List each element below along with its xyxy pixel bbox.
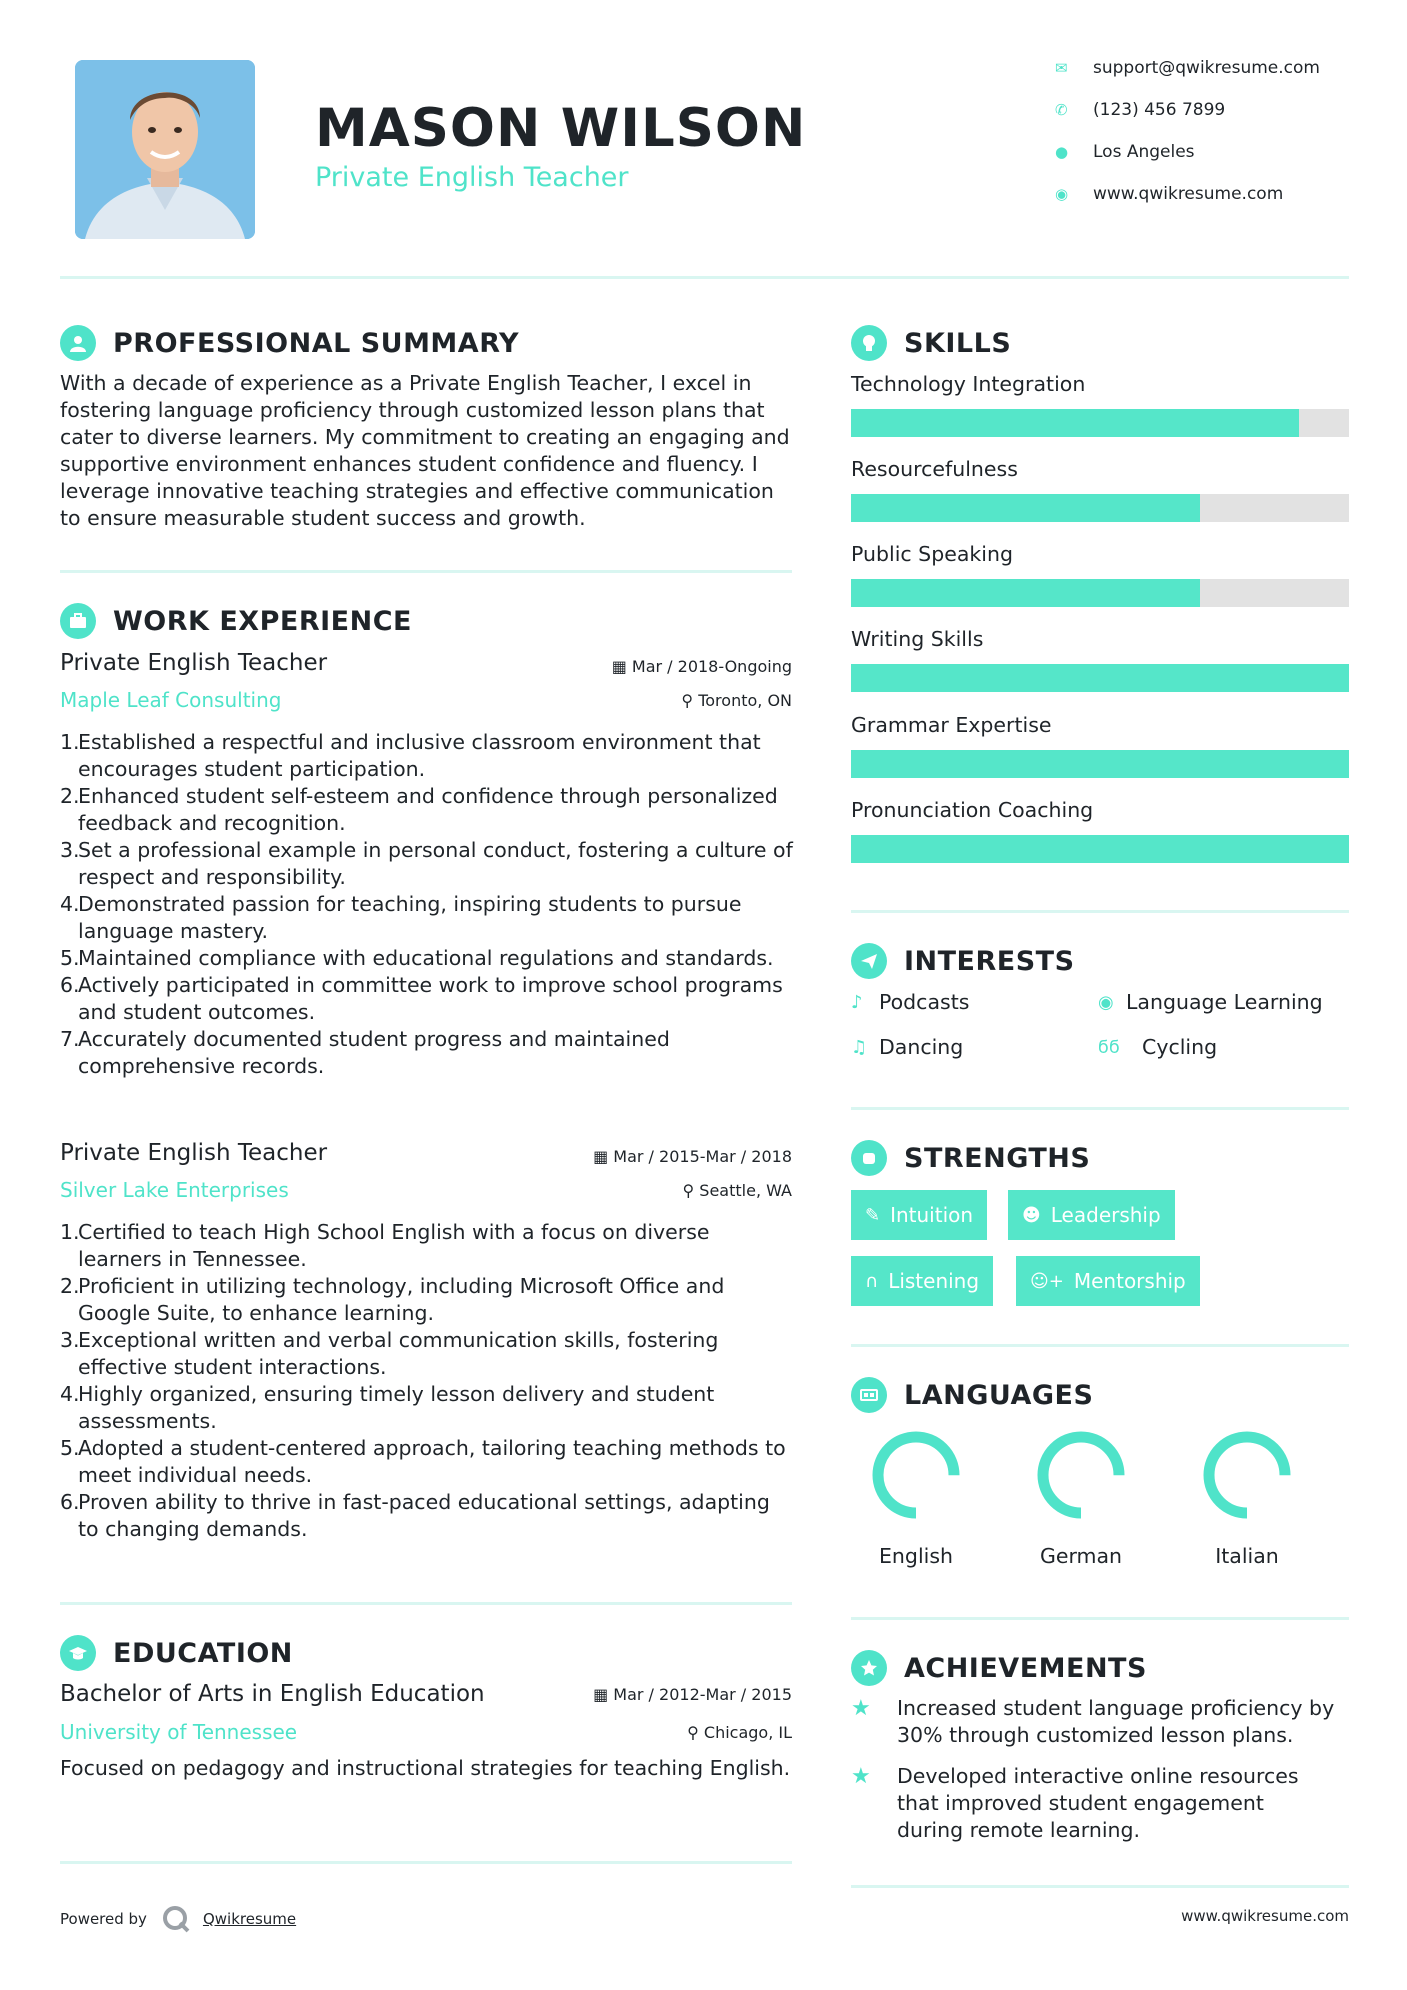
list-item: 2. Enhanced student self-esteem and confidence through personalized feedback and recognition.	[60, 784, 778, 835]
skill-bar	[851, 664, 1349, 692]
languages-divider	[851, 1617, 1349, 1620]
globe-icon: ◉	[1055, 185, 1069, 203]
summary-text: With a decade of experience as a Private English Teacher, I excel in fostering language proficiency through customized lesson plans that cater to diverse learners. My commitment to creating an engaging and supportive environment enhances student confidence and fluency. I leverage innovative teaching strategies and effective communication to ensure measurable student success and growth.	[60, 371, 790, 530]
skills-title: SKILLS	[904, 327, 1012, 359]
qwikresume-logo-icon	[161, 1904, 191, 1934]
headphones-icon: ∩	[865, 1270, 879, 1292]
calendar-icon: ▦	[593, 1685, 614, 1704]
interests-divider	[851, 1107, 1349, 1110]
job-title: Private English Teacher	[60, 1140, 328, 1166]
list-item: 5. Maintained compliance with educational regulations and standards.	[60, 946, 774, 970]
skill-bar-fill	[851, 835, 1349, 863]
language-ring	[1197, 1425, 1297, 1525]
contact-phone[interactable]	[1055, 100, 1225, 120]
language-ring	[866, 1425, 966, 1525]
achievements-heading	[851, 1650, 1147, 1686]
contact-location-text: Los Angeles	[1093, 142, 1195, 162]
skill-bar-fill	[851, 750, 1349, 778]
list-item: 4. Highly organized, ensuring timely lesson delivery and student assessments.	[60, 1382, 715, 1433]
strengths-divider	[851, 1344, 1349, 1347]
header-divider	[60, 276, 1349, 279]
school-name: University of Tennessee	[60, 1720, 298, 1744]
contact-email-text: support@qwikresume.com	[1093, 58, 1320, 78]
user-plus-icon: ☺+	[1030, 1270, 1064, 1292]
job-dates: ▦ Mar / 2018-Ongoing	[611, 657, 792, 676]
contact-location	[1055, 142, 1195, 162]
skill-bar	[851, 750, 1349, 778]
list-item: 1. Established a respectful and inclusive classroom environment that encourages student participation.	[60, 730, 761, 781]
candidate-name: MASON WILSON	[315, 98, 807, 159]
qwikresume-link[interactable]: Qwikresume	[202, 1910, 297, 1928]
job-company: Silver Lake Enterprises	[60, 1178, 289, 1202]
strength-chip: ✎ Intuition	[851, 1190, 987, 1240]
list-item: 7. Accurately documented student progress and maintained comprehensive records.	[60, 1027, 670, 1078]
summary-heading	[60, 325, 519, 361]
education-heading	[60, 1635, 293, 1671]
interests-title: INTERESTS	[904, 945, 1075, 977]
language-label: Italian	[1215, 1544, 1279, 1568]
job-location: ⚲ Seattle, WA	[682, 1181, 792, 1200]
list-item: 1. Certified to teach High School English with a focus on diverse learners in Tennessee.	[60, 1220, 710, 1271]
achievement-item: ★ Increased student language proficiency by 30% through customized lesson plans.	[851, 1696, 1335, 1747]
list-item: 6. Actively participated in committee work to improve school programs and student outcomes.	[60, 973, 783, 1024]
footer-url[interactable]: www.qwikresume.com	[1181, 1907, 1349, 1925]
job-title: Private English Teacher	[60, 650, 328, 676]
work-divider	[60, 1602, 792, 1605]
education-divider	[60, 1861, 792, 1864]
skill-bar-fill	[851, 409, 1299, 437]
pin-icon: ⚲	[681, 691, 699, 710]
music-note-icon: ♫	[851, 1036, 868, 1058]
list-item: 2. Proficient in utilizing technology, including Microsoft Office and Google Suite, to enhance learning.	[60, 1274, 725, 1325]
language-label: English	[878, 1544, 954, 1568]
powered-by: Powered by Qwikresume	[60, 1904, 296, 1934]
work-title: WORK EXPERIENCE	[113, 605, 412, 637]
skill-label: Resourcefulness	[851, 457, 1018, 481]
interest-item: ♪ Podcasts	[851, 990, 970, 1014]
skill-bar	[851, 835, 1349, 863]
globe-icon: ◉	[1098, 991, 1114, 1013]
list-item: 4. Demonstrated passion for teaching, inspiring students to pursue language mastery.	[60, 892, 742, 943]
skill-bar	[851, 409, 1349, 437]
degree-title: Bachelor of Arts in English Education	[60, 1681, 485, 1707]
interests-heading	[851, 943, 1075, 979]
education-title: EDUCATION	[113, 1637, 293, 1669]
skill-bar-fill	[851, 664, 1349, 692]
user-icon	[60, 325, 96, 361]
profile-photo	[75, 60, 255, 239]
language-label: German	[1039, 1544, 1123, 1568]
job-dates: ▦ Mar / 2015-Mar / 2018	[593, 1147, 792, 1166]
skill-bar-fill	[851, 579, 1200, 607]
phone-icon: ✆	[1055, 101, 1068, 119]
languages-title: LANGUAGES	[904, 1379, 1094, 1411]
star-badge-icon	[851, 1650, 887, 1686]
strength-chip: ☺+ Mentorship	[1016, 1256, 1200, 1306]
magic-wand-icon: ✎	[865, 1204, 881, 1226]
skills-heading	[851, 325, 1011, 361]
briefcase-icon	[60, 603, 96, 639]
calendar-icon: ▦	[593, 1147, 614, 1166]
interest-item: ϭϭ Cycling	[1098, 1035, 1218, 1059]
skill-bar	[851, 494, 1349, 522]
skill-label: Grammar Expertise	[851, 713, 1052, 737]
graduation-icon	[60, 1635, 96, 1671]
interest-item: ◉ Language Learning	[1098, 990, 1323, 1014]
job-location: ⚲ Toronto, ON	[681, 691, 792, 710]
language-icon	[851, 1377, 887, 1413]
list-item: 3. Exceptional written and verbal communication skills, fostering effective student interactions.	[60, 1328, 719, 1379]
skill-label: Technology Integration	[851, 372, 1086, 396]
calendar-icon: ▦	[611, 657, 632, 676]
achievements-divider	[851, 1885, 1349, 1888]
pin-icon: ⚲	[687, 1723, 704, 1742]
education-text: Focused on pedagogy and instructional strategies for teaching English.	[60, 1756, 791, 1780]
summary-title: PROFESSIONAL SUMMARY	[113, 327, 520, 359]
candidate-title: Private English Teacher	[315, 162, 629, 193]
paper-plane-icon	[851, 943, 887, 979]
education-location: ⚲ Chicago, IL	[687, 1723, 792, 1742]
contact-website-text: www.qwikresume.com	[1093, 184, 1284, 204]
interest-item: ♫ Dancing	[851, 1035, 964, 1059]
skill-label: Public Speaking	[851, 542, 1013, 566]
job-company: Maple Leaf Consulting	[60, 688, 282, 712]
list-item: 5. Adopted a student-centered approach, tailoring teaching methods to meet individual needs.	[60, 1436, 786, 1487]
bicycle-icon: ϭϭ	[1098, 1036, 1121, 1058]
skill-label: Writing Skills	[851, 627, 984, 651]
achievement-item: ★ Developed interactive online resources that improved student engagement during remote learning.	[851, 1764, 1299, 1842]
contact-website[interactable]	[1055, 184, 1283, 204]
summary-divider	[60, 570, 792, 573]
achievements-title: ACHIEVEMENTS	[904, 1652, 1147, 1684]
strength-chip: ☻ Leadership	[1008, 1190, 1175, 1240]
language-ring	[1031, 1425, 1131, 1525]
strengths-title: STRENGTHS	[904, 1142, 1091, 1174]
contact-phone-text: (123) 456 7899	[1093, 100, 1226, 120]
skill-bar	[851, 579, 1349, 607]
skill-label: Pronunciation Coaching	[851, 798, 1094, 822]
star-icon: ★	[851, 1696, 871, 1721]
envelope-icon: ✉	[1055, 59, 1068, 77]
job-responsibilities	[60, 1219, 795, 1543]
pin-icon: ⚲	[682, 1181, 700, 1200]
languages-heading	[851, 1377, 1093, 1413]
job-responsibilities	[60, 729, 795, 1080]
contact-email[interactable]	[1055, 58, 1320, 78]
strength-chip: ∩ Listening	[851, 1256, 993, 1306]
skills-divider	[851, 910, 1349, 913]
users-icon: ☻	[1022, 1204, 1041, 1226]
strengths-heading	[851, 1140, 1090, 1176]
work-heading	[60, 603, 412, 639]
skill-bar-fill	[851, 494, 1200, 522]
list-item: 3. Set a professional example in personal conduct, fostering a culture of respect and responsibility.	[60, 838, 793, 889]
map-marker-icon: ●	[1055, 143, 1069, 161]
lightbulb-icon	[851, 325, 887, 361]
star-icon: ★	[851, 1764, 871, 1789]
fist-icon	[851, 1140, 887, 1176]
microphone-icon: ♪	[851, 991, 863, 1013]
education-dates: ▦ Mar / 2012-Mar / 2015	[593, 1685, 792, 1704]
list-item: 6. Proven ability to thrive in fast-paced educational settings, adapting to changing demands.	[60, 1490, 770, 1541]
